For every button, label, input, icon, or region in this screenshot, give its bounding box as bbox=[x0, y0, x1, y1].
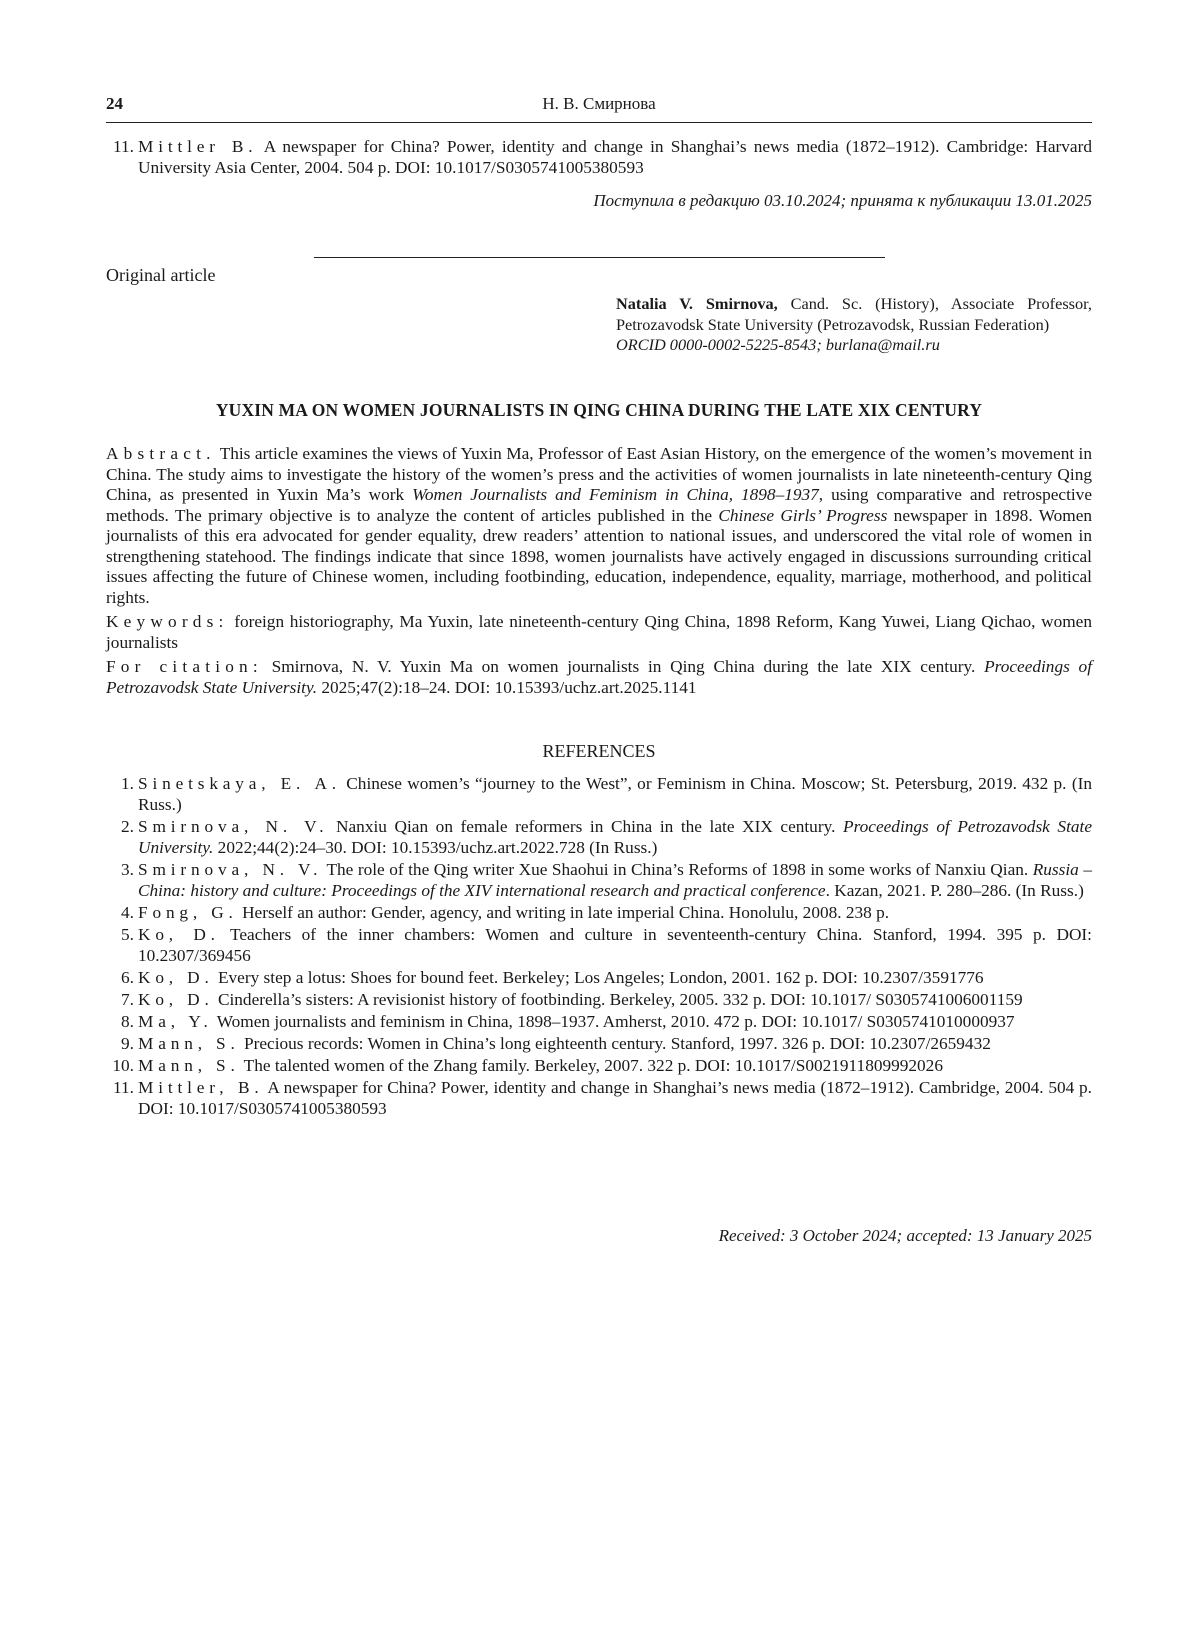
reference-author: Ko, D. bbox=[138, 968, 214, 987]
abstract-text: newspaper in 1898. Women journalists of this era advocated for gender equality, drew readers’ attention to national issues, and underscored the vital role of women in strengthening statehood. The findings indicate that since 1898, women journalists have actively engaged in discussions surrounding critical issues affecting the future of Chinese women, including footbinding, education, independence, equality, marriage, motherhood, and political rights. bbox=[106, 505, 1093, 607]
reference-text: Every step a lotus: Shoes for bound feet. Berkeley; Los Angeles; London, 2001. 162 p. DOI: 10.2307/3591776 bbox=[217, 968, 984, 987]
reference-number: 3. bbox=[121, 860, 134, 879]
reference-item bbox=[106, 924, 1092, 966]
reference-item bbox=[106, 1077, 1092, 1119]
reference-text: Teachers of the inner chambers: Women and culture in seventeenth-century China. Stanford, 1994. 395 p. DOI: 10.2307/369456 bbox=[138, 925, 1092, 965]
reference-author: Ma, Y. bbox=[138, 1012, 213, 1031]
article-type: Original article bbox=[106, 265, 216, 285]
reference-author: Fong, G. bbox=[138, 903, 238, 922]
reference-number: 2. bbox=[121, 817, 134, 836]
reference-source: Russia – China: history and culture: Proceedings of the XIV international research and practical conference bbox=[138, 860, 1092, 900]
reference-item bbox=[106, 773, 1092, 815]
reference-item bbox=[106, 859, 1092, 901]
citation-text: Smirnova, N. V. Yuxin Ma on women journalists in Qing China during the late XIX century. bbox=[271, 657, 985, 676]
reference-author: Smirnova, N. V. bbox=[138, 817, 329, 836]
reference-text-after: . Kazan, 2021. P. 280–286. (In Russ.) bbox=[825, 881, 1084, 900]
reference-text: A newspaper for China? Power, identity and change in Shanghai’s news media (1872–1912). Cambridge: Harvard University Asia Center, 2004. 504 p. DOI: 10.1017/S0305741005380593 bbox=[138, 137, 1092, 177]
keywords-label: Keywords: bbox=[106, 612, 229, 631]
received-date-english: Received: 3 October 2024; accepted: 13 January 2025 bbox=[718, 1226, 1092, 1245]
abstract-newspaper-title: Chinese Girls’ Progress bbox=[718, 505, 888, 525]
reference-number: 5. bbox=[121, 925, 134, 944]
reference-author: Ko, D. bbox=[138, 990, 214, 1009]
reference-item bbox=[106, 1055, 1092, 1076]
references-heading: REFERENCES bbox=[542, 741, 656, 761]
reference-text: Chinese women’s “journey to the West”, or Feminism in China. Moscow; St. Petersburg, 2019. 432 p. (In Russ.) bbox=[138, 774, 1092, 814]
keywords bbox=[106, 612, 1092, 653]
author-name: Natalia V. Smirnova, bbox=[616, 294, 778, 313]
reference-author: Ko, D. bbox=[138, 925, 220, 944]
reference-item bbox=[106, 136, 1092, 178]
author-affiliation: Cand. Sc. (History), Associate Professor, Petrozavodsk State University (Petrozavodsk, Russian Federation) bbox=[616, 294, 1092, 334]
citation bbox=[106, 657, 1092, 698]
citation-label: For citation: bbox=[106, 657, 263, 676]
running-head: Н. В. Смирнова bbox=[542, 94, 656, 113]
citation-journal: Proceedings of Petrozavodsk State University. bbox=[106, 657, 1092, 697]
reference-number: 4. bbox=[121, 903, 134, 922]
reference-item bbox=[106, 1011, 1092, 1032]
references-list bbox=[106, 773, 1092, 1120]
citation-text: 2025;47(2):18–24. DOI: 10.15393/uchz.art.2025.1141 bbox=[317, 677, 697, 697]
page-number: 24 bbox=[106, 94, 123, 113]
reference-number: 7. bbox=[121, 990, 134, 1009]
reference-text: Nanxiu Qian on female reformers in China in the late XIX century. bbox=[336, 817, 844, 836]
reference-text: Cinderella’s sisters: A revisionist history of footbinding. Berkeley, 2005. 332 p. DOI: 10.1017/ S0305741006001159 bbox=[217, 990, 1023, 1009]
reference-text: Precious records: Women in China’s long eighteenth century. Stanford, 1997. 326 p. DOI: 10.2307/2659432 bbox=[243, 1034, 991, 1053]
abstract-section bbox=[106, 444, 1092, 702]
author-info bbox=[616, 294, 1092, 356]
reference-item bbox=[106, 1033, 1092, 1054]
reference-number: 11. bbox=[113, 1078, 134, 1097]
reference-number: 11. bbox=[113, 137, 134, 156]
reference-text: Herself an author: Gender, agency, and writing in late imperial China. Honolulu, 2008. 238 p. bbox=[242, 903, 890, 922]
reference-author: Sinetskaya, E. A. bbox=[138, 774, 341, 793]
received-date-russian: Поступила в редакцию 03.10.2024; принята к публикации 13.01.2025 bbox=[593, 191, 1092, 210]
author-orcid: ORCID 0000-0002-5225-8543; burlana@mail.ru bbox=[616, 335, 940, 354]
reference-author: Mittler, B. bbox=[138, 1078, 264, 1097]
keywords-text: foreign historiography, Ma Yuxin, late nineteenth-century Qing China, 1898 Reform, Kang Yuwei, Liang Qichao, women journalists bbox=[106, 612, 1092, 652]
page-header bbox=[106, 94, 1092, 123]
reference-text: The talented women of the Zhang family. Berkeley, 2007. 322 p. DOI: 10.1017/S0021911809992026 bbox=[243, 1056, 943, 1075]
reference-author: Mann, S. bbox=[138, 1034, 240, 1053]
reference-item bbox=[106, 989, 1092, 1010]
reference-author: Mann, S. bbox=[138, 1056, 240, 1075]
reference-number: 10. bbox=[112, 1056, 134, 1075]
reference-text: A newspaper for China? Power, identity and change in Shanghai’s news media (1872–1912). Cambridge, 2004. 504 p. DOI: 10.1017/S0305741005380593 bbox=[138, 1078, 1093, 1118]
reference-number: 9. bbox=[121, 1034, 134, 1053]
previous-references-continuation bbox=[106, 136, 1092, 178]
reference-text-after: 2022;44(2):24–30. DOI: 10.15393/uchz.art.2022.728 (In Russ.) bbox=[213, 838, 658, 857]
abstract-work-title: Women Journalists and Feminism in China, 1898–1937 bbox=[412, 485, 819, 504]
reference-number: 1. bbox=[121, 774, 134, 793]
reference-number: 6. bbox=[121, 968, 134, 987]
reference-text: The role of the Qing writer Xue Shaohui in China’s Reforms of 1898 in some works of Nanxiu Qian. bbox=[326, 860, 1033, 879]
abstract-text: This article examines the views of Yuxin Ma, Professor of East Asian History, on the emergence of the women’s movement in China. The study aims to investigate the history of the women’s press and the activities of women journalists in late nineteenth-century Qing China, as presented in Yuxin Ma’s work bbox=[106, 444, 1092, 504]
reference-item bbox=[106, 967, 1092, 988]
abstract bbox=[106, 444, 1092, 608]
reference-item bbox=[106, 902, 1092, 923]
reference-author: Smirnova, N. V. bbox=[138, 860, 323, 879]
reference-item bbox=[106, 816, 1092, 858]
abstract-text: , using comparative and retrospective methods. The primary objective is to analyze the content of articles published in the bbox=[106, 485, 1092, 525]
reference-author: Mittler B. bbox=[138, 137, 258, 156]
article-title: YUXIN MA ON WOMEN JOURNALISTS IN QING CHINA DURING THE LATE XIX CENTURY bbox=[215, 400, 983, 420]
abstract-label: Abstract. bbox=[106, 444, 216, 463]
reference-text: Women journalists and feminism in China, 1898–1937. Amherst, 2010. 472 p. DOI: 10.1017/ S0305741010000937 bbox=[216, 1012, 1015, 1031]
section-divider bbox=[314, 257, 885, 258]
reference-number: 8. bbox=[121, 1012, 134, 1031]
reference-source: Proceedings of Petrozavodsk State University. bbox=[138, 817, 1092, 857]
